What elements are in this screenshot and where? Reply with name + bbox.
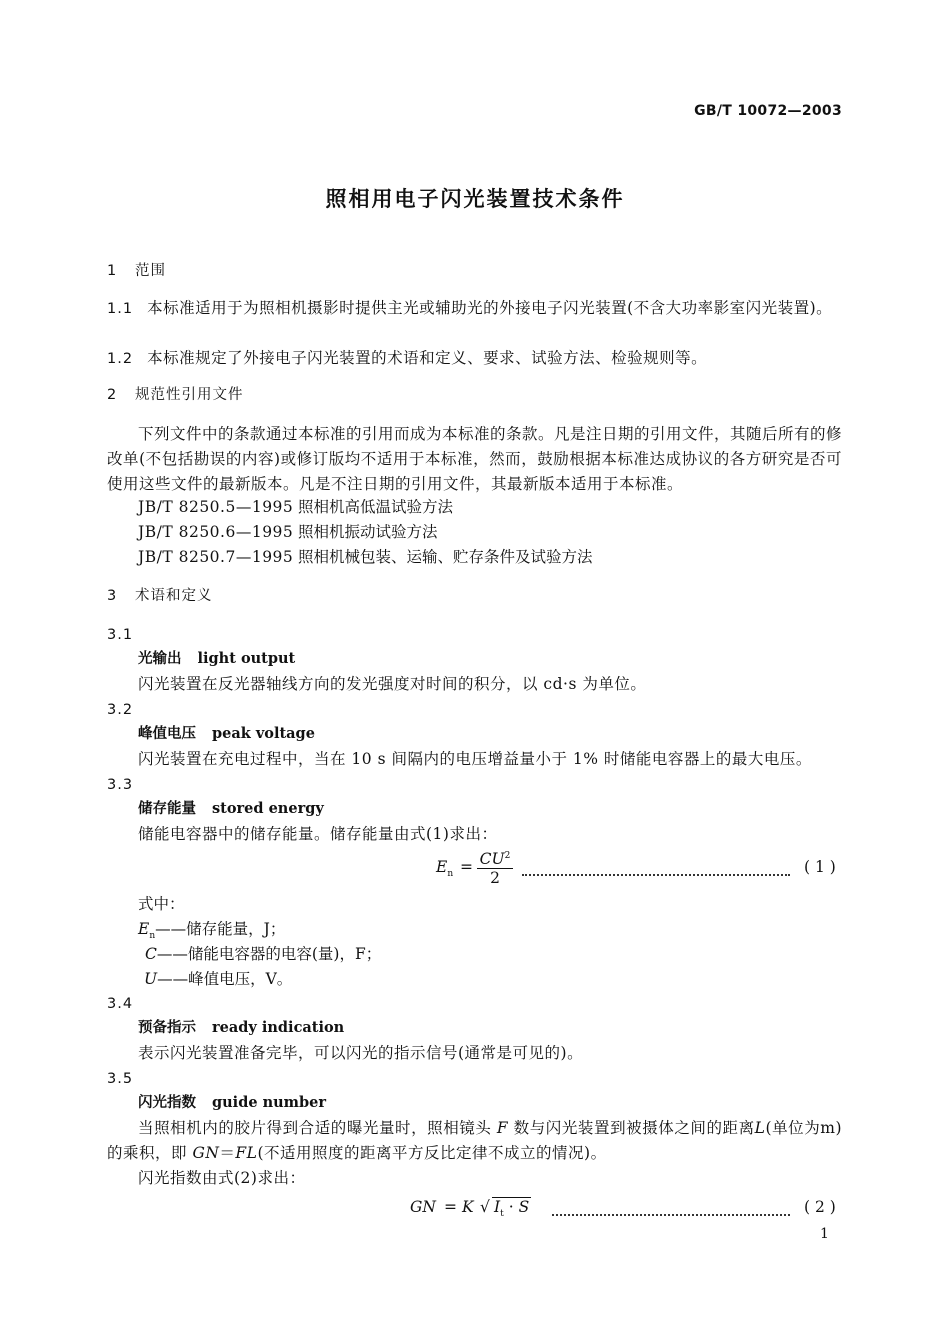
standard-number: GB/T 10072—2003 [694,103,842,119]
term-definition: 闪光装置在充电过程中，当在 10 s 间隔内的电压增益量小于 1% 时储能电容器上的最大电压。 [138,750,812,768]
where-label: 式中： [138,895,185,913]
term-en: guide number [212,1094,327,1111]
section-number: 3 [107,588,118,604]
term-name [138,649,295,669]
term-number: 3.3 [107,777,134,793]
term-en: peak voltage [212,725,315,742]
clause-number: 1.2 [107,351,134,367]
section-heading-3 [107,586,213,606]
page-number: 1 [820,1226,829,1242]
reference-title: 照相机高低温试验方法 [298,498,454,516]
section-number: 2 [107,387,118,403]
clause-1-2 [107,346,842,372]
section-heading-1 [107,261,166,281]
term-name [138,1093,326,1113]
formula-lhs: GN [410,1198,436,1216]
clause-number: 1.1 [107,301,134,317]
formula-tag: ( 1 ) [804,858,836,876]
reference-code: JB/T 8250.7—1995 [138,548,294,566]
formula-equals: = [460,858,473,876]
reference-code: JB/T 8250.6—1995 [138,523,294,541]
fraction-denominator: 2 [490,869,500,888]
term-en: stored energy [212,800,324,817]
term-number: 3.5 [107,1071,134,1087]
reference-item [138,522,438,542]
formula-2 [0,1197,950,1221]
variable-definition: $E_n——$储存能量，J； [138,920,286,942]
formula-tag: ( 2 ) [804,1198,836,1216]
term-en: ready indication [212,1019,345,1036]
term-name [138,724,315,744]
section-heading-2 [107,385,244,405]
term-zh: 预备指示 [138,1020,196,1036]
clause-1-1 [107,296,842,322]
term-name [138,1018,344,1038]
term-zh: 储存能量 [138,801,196,817]
term-zh: 光输出 [138,651,182,667]
section-title: 规范性引用文件 [135,387,244,403]
reference-title: 照相机振动试验方法 [298,523,438,541]
section-title: 范围 [135,263,166,279]
dot-leader [522,854,790,876]
reference-title: 照相机械包装、运输、贮存条件及试验方法 [298,548,593,566]
variable-definition: U——峰值电压，V。 [144,970,293,988]
clause-text: 本标准规定了外接电子闪光装置的术语和定义、要求、试验方法、检验规则等。 [147,349,708,367]
term-definition: 储能电容器中的储存能量。储存能量由式(1)求出： [138,825,498,843]
term-definition: 表示闪光装置准备完毕，可以闪光的指示信号(通常是可见的)。 [138,1044,584,1062]
term-number: 3.2 [107,702,134,718]
formula-intro: 闪光指数由式(2)求出： [138,1169,306,1187]
term-en: light output [197,650,296,667]
reference-code: JB/T 8250.5—1995 [138,498,294,516]
section-title: 术语和定义 [135,588,213,604]
term-definition: 闪光装置在反光器轴线方向的发光强度对时间的积分，以 cd·s 为单位。 [138,675,647,693]
document-title: 照相用电子闪光装置技术条件 [325,187,625,211]
term-zh: 闪光指数 [138,1095,196,1111]
reference-item [138,497,453,517]
term-number: 3.1 [107,627,134,643]
fraction-numerator: $CU^2$ [477,847,513,869]
formula-equals: = [444,1198,457,1216]
sqrt-symbol: √ [480,1198,490,1216]
term-zh: 峰值电压 [138,726,196,742]
term-definition: 当照相机内的胶片得到合适的曝光量时，照相镜头 F 数与闪光装置到被摄体之间的距离L(单位为m)的乘积，即 GN＝FL(不适用照度的距离平方反比定律不成立的情况)。 [107,1119,843,1162]
formula-lhs: $E_n$ [436,858,454,880]
formula-fraction [477,847,513,887]
term-name [138,799,324,819]
variable-definition: C——储能电容器的电容(量)，F； [145,945,382,963]
term-number: 3.4 [107,996,134,1012]
dot-leader [552,1194,790,1216]
sqrt-radicand: $I_t \cdot S$ [492,1197,531,1224]
clause-text: 本标准适用于为照相机摄影时提供主光或辅助光的外接电子闪光装置(不含大功率影室闪光装置)。 [147,299,833,317]
normative-references-intro: 下列文件中的条款通过本标准的引用而成为本标准的条款。凡是注日期的引用文件，其随后所有的修改单(不包括勘误的内容)或修订版均不适用于本标准，然而，鼓励根据本标准达成协议的各方研究是否可使用这些文件的最新版本。凡是不注日期的引用文件，其最新版本适用于本标准。 [107,425,843,493]
formula-1 [0,850,950,888]
section-number: 1 [107,263,118,279]
formula-constant: K [462,1198,474,1216]
reference-item [138,547,593,567]
